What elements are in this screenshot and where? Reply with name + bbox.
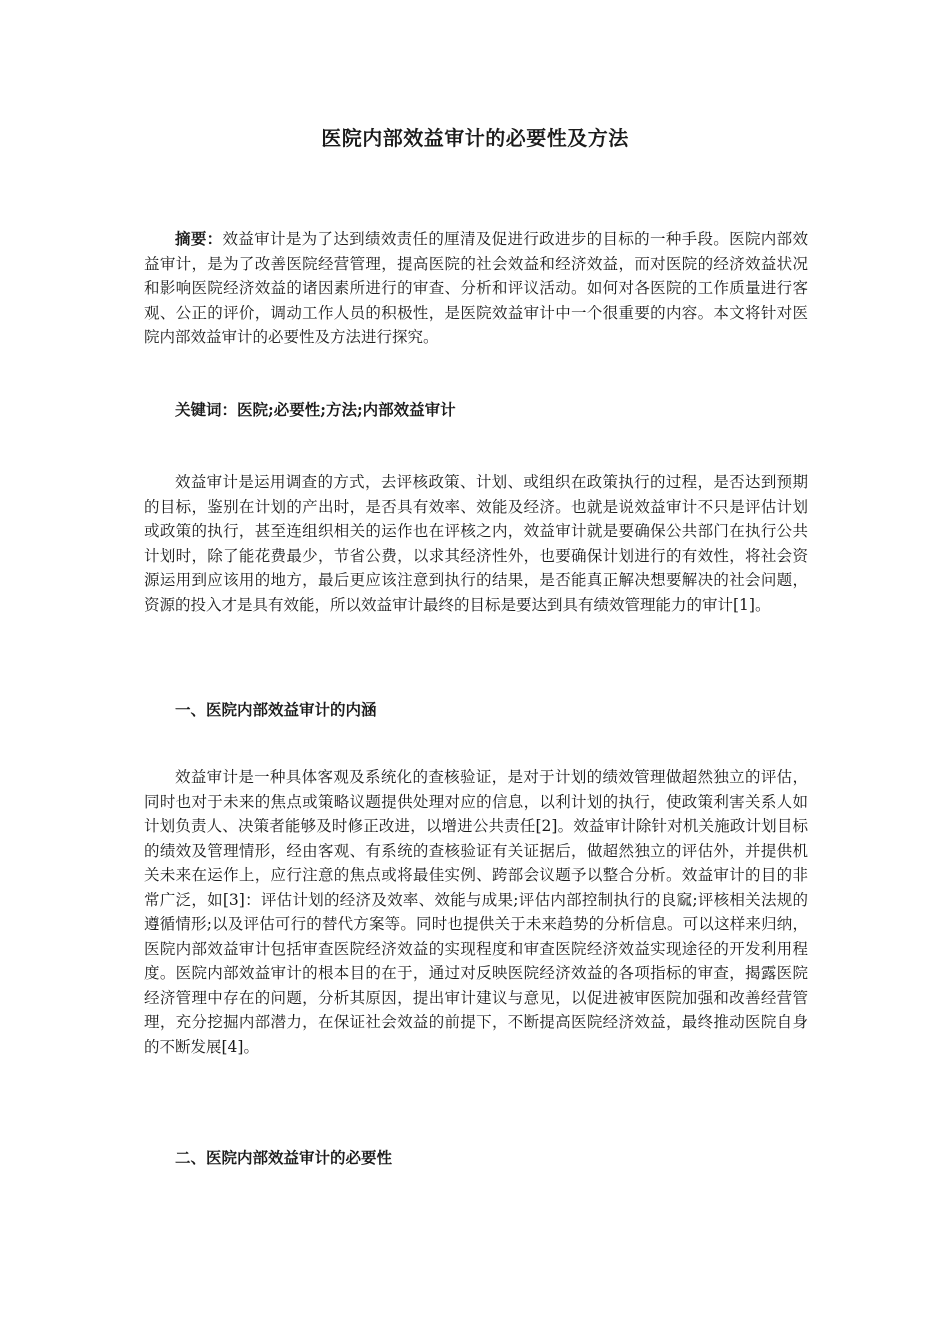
keywords-line: 关键词：医院;必要性;方法;内部效益审计 [175,400,456,419]
abstract-paragraph [144,227,808,350]
document-title: 医院内部效益审计的必要性及方法 [321,126,629,150]
intro-paragraph: 效益审计是运用调查的方式，去评核政策、计划、或组织在政策执行的过程，是否达到预期的目标，鉴别在计划的产出时，是否具有效率、效能及经济。也就是说效益审计不只是评估计划或政策的执行，甚至连组织相关的运作也在评核之内，效益审计就是要确保公共部门在执行公共计划时，除了能花费最少，节省公费，以求其经济性外，也要确保计划进行的有效性，将社会资源运用到应该用的地方，最后更应该注意到执行的结果，是否能真正解决想要解决的社会问题，资源的投入才是具有效能，所以效益审计最终的目标是要达到具有绩效管理能力的审计[1]。 [144,473,808,614]
abstract-label: 摘要： [175,229,223,248]
section-2-heading: 二、医院内部效益审计的必要性 [175,1148,393,1167]
section-1-paragraph: 效益审计是一种具体客观及系统化的查核验证，是对于计划的绩效管理做超然独立的评估，同时也对于未来的焦点或策略议题提供处理对应的信息，以利计划的执行，使政策利害关系人如计划负责人、决策者能够及时修正改进，以增进公共责任[2]。效益审计除针对机关施政计划目标的绩效及管理情形，经由客观、有系统的查核验证有关证据后，做超然独立的评估外，并提供机关未来在运作上，应行注意的焦点或将最佳实例、跨部会议题予以整合分析。效益审计的目的非常广泛，如[3]：评估计划的经济及效率、效能与成果;评估内部控制执行的良窳;评核相关法规的遵循情形;以及评估可行的替代方案等。同时也提供关于未来趋势的分析信息。可以这样来归纳，医院内部效益审计包括审查医院经济效益的实现程度和审查医院经济效益实现途径的开发利用程度。医院内部效益审计的根本目的在于，通过对反映医院经济效益的各项指标的审查，揭露医院经济管理中存在的问题，分析其原因，提出审计建议与意见，以促进被审医院加强和改善经营管理，充分挖掘内部潜力，在保证社会效益的前提下，不断提高医院经济效益，最终推动医院自身的不断发展[4]。 [144,768,808,1056]
abstract-text: 效益审计是为了达到绩效责任的厘清及促进行政进步的目标的一种手段。医院内部效益审计，是为了改善医院经营管理，提高医院的社会效益和经济效益，而对医院的经济效益状况和影响医院经济效益的诸因素所进行的审查、分析和评议活动。如何对各医院的工作质量进行客观、公正的评价，调动工作人员的积极性，是医院效益审计中一个很重要的内容。本文将针对医院内部效益审计的必要性及方法进行探究。 [144,230,808,346]
section-1-heading: 一、医院内部效益审计的内涵 [175,700,377,719]
